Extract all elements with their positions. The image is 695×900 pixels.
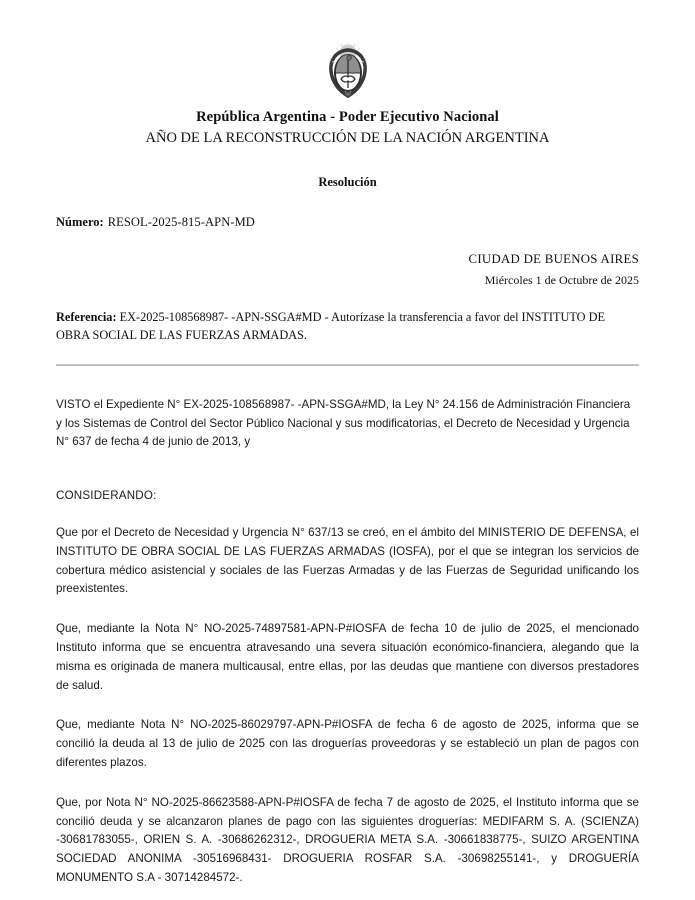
visto-paragraph: VISTO el Expediente N° EX-2025-108568987- -APN-SSGA#MD, la Ley N° 24.156 de Administración Financiera y los Sistemas de Control del Sector Público Nacional y sus modificatorias, el Decreto de Necesidad y Urgencia N° 637 de fecha 4 de junio de 2013, y xyxy=(56,397,631,449)
document-date: Miércoles 1 de Octubre de 2025 xyxy=(484,273,639,288)
considerando-heading: CONSIDERANDO: xyxy=(56,489,157,503)
emblem-container xyxy=(56,0,639,102)
city-name: CIUDAD DE BUENOS AIRES xyxy=(468,252,639,267)
considerando-paragraph: Que, mediante la Nota N° NO-2025-74897581-APN-P#IOSFA de fecha 10 de julio de 2025, el mencionado Instituto informa que se encuentra atravesando una severa situación económico-financiera, alegando que la misma es originada de manera multicausal, entre ellas, por las deudas que mantiene con diversos prestadores de salud. xyxy=(56,622,639,692)
header-divider xyxy=(56,364,639,366)
numero-value: RESOL-2025-815-APN-MD xyxy=(107,215,255,230)
referencia-block xyxy=(56,309,639,345)
city-date-block xyxy=(56,252,639,288)
numero-row xyxy=(56,215,639,230)
numero-label: Número: xyxy=(56,215,104,230)
argentina-coat-of-arms-icon xyxy=(324,42,372,102)
document-type-title: Resolución xyxy=(318,175,377,190)
referencia-value: EX-2025-108568987- -APN-SSGA#MD - Autorízase la transferencia a favor del INSTITUTO DE OBRA SOCIAL DE LAS FUERZAS ARMADAS. xyxy=(56,310,606,342)
organization-name: República Argentina - Poder Ejecutivo Nacional xyxy=(196,109,499,125)
considerando-paragraph: Que por el Decreto de Necesidad y Urgencia N° 637/13 se creó, en el ámbito del MINISTERIO DE DEFENSA, el INSTITUTO DE OBRA SOCIAL DE LAS FUERZAS ARMADAS (IOSFA), por el que se integran los servicios de cobertura médico asistencial y sociales de las Fuerzas Armadas y de las Fuerzas de Seguridad unificando los preexistentes. xyxy=(56,526,639,596)
document-header xyxy=(56,108,639,148)
referencia-label: Referencia: xyxy=(56,310,117,325)
year-motto: AÑO DE LA RECONSTRUCCIÓN DE LA NACIÓN ARGENTINA xyxy=(145,129,550,146)
document-body xyxy=(56,396,639,888)
considerando-paragraph: Que, mediante Nota N° NO-2025-86029797-APN-P#IOSFA de fecha 6 de agosto de 2025, informa que se concilió la deuda al 13 de julio de 2025 con las droguerías proveedoras y se estableció un plan de pagos con diferentes plazos. xyxy=(56,718,639,769)
considerando-paragraph: Que, por Nota N° NO-2025-86623588-APN-P#IOSFA de fecha 7 de agosto de 2025, el Instituto informa que se concilió deuda y se alcanzaron planes de pago con las siguientes droguerías: MEDIFARM S. A. (SCIENZA) -30681783055-, ORIEN S. A. -30686262312-, DROGUERIA META S.A. -30661838775-, SUIZO ARGENTINA SOCIEDAD ANONIMA -30516968431- DROGUERIA ROSFAR S.A. -30698255141-, y DROGUERÍA MONUMENTO S.A - 30714284572-. xyxy=(56,795,639,884)
